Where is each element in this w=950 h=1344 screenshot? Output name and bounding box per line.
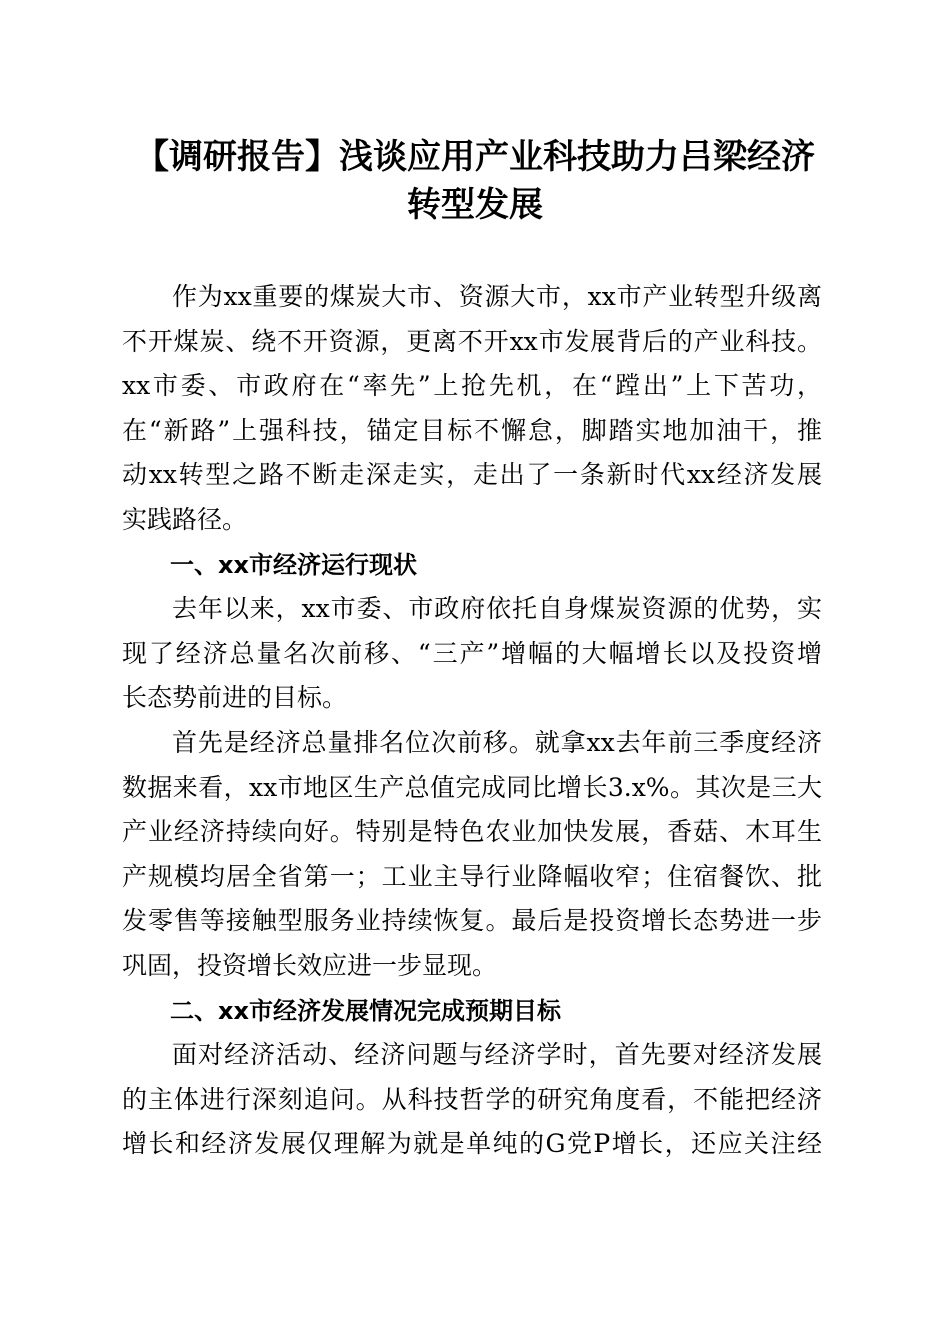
text-line: 的主体进行深刻追问。从科技哲学的研究角度看，不能把经济 <box>122 1084 822 1114</box>
text-line: xx市委、市政府在“率先”上抢先机，在“蹚出”上下苦功， <box>122 371 822 401</box>
paragraph-details <box>122 721 822 989</box>
text-line: 实践路径。 <box>122 504 248 534</box>
text-line: 现了经济总量名次前移、“三产”增幅的大幅增长以及投资增 <box>122 638 822 668</box>
text-line: 增长和经济发展仅理解为就是单纯的G党P增长，还应关注经 <box>122 1129 822 1159</box>
text-line: 发零售等接触型服务业持续恢复。最后是投资增长态势进一步 <box>122 906 822 936</box>
document-title-line-2: 转型发展 <box>407 185 543 225</box>
text-line: 首先是经济总量排名位次前移。就拿xx去年前三季度经济 <box>172 727 822 757</box>
text-line: 产业经济持续向好。特别是特色农业加快发展，香菇、木耳生 <box>122 817 822 847</box>
text-line: 产规模均居全省第一；工业主导行业降幅收窄；住宿餐饮、批 <box>122 861 822 891</box>
text-line: 长态势前进的目标。 <box>122 683 348 713</box>
text-line: 作为xx重要的煤炭大市、资源大市，xx市产业转型升级离 <box>172 282 822 311</box>
paragraph-analysis <box>122 1033 822 1167</box>
text-line: 动xx转型之路不断走深走实，走出了一条新时代xx经济发展 <box>122 460 822 490</box>
section-heading-1: 一、xx市经济运行现状 <box>170 550 417 579</box>
document-title-line-1: 【调研报告】浅谈应用产业科技助力吕梁经济 <box>135 137 815 177</box>
paragraph-status <box>122 587 822 721</box>
paragraph-intro <box>122 275 822 543</box>
section-heading-2: 二、xx市经济发展情况完成预期目标 <box>170 996 561 1025</box>
text-line: 在“新路”上强科技，锚定目标不懈怠，脚踏实地加油干，推 <box>122 415 822 445</box>
text-line: 数据来看，xx市地区生产总值完成同比增长3.x%。其次是三大 <box>122 772 822 802</box>
text-line: 去年以来，xx市委、市政府依托自身煤炭资源的优势，实 <box>172 594 822 624</box>
text-line: 巩固，投资增长效应进一步显现。 <box>122 950 498 980</box>
text-line: 面对经济活动、经济问题与经济学时，首先要对经济发展 <box>172 1040 822 1070</box>
text-line: 不开煤炭、绕不开资源，更离不开xx市发展背后的产业科技。 <box>122 326 822 356</box>
document-body <box>122 275 822 1167</box>
